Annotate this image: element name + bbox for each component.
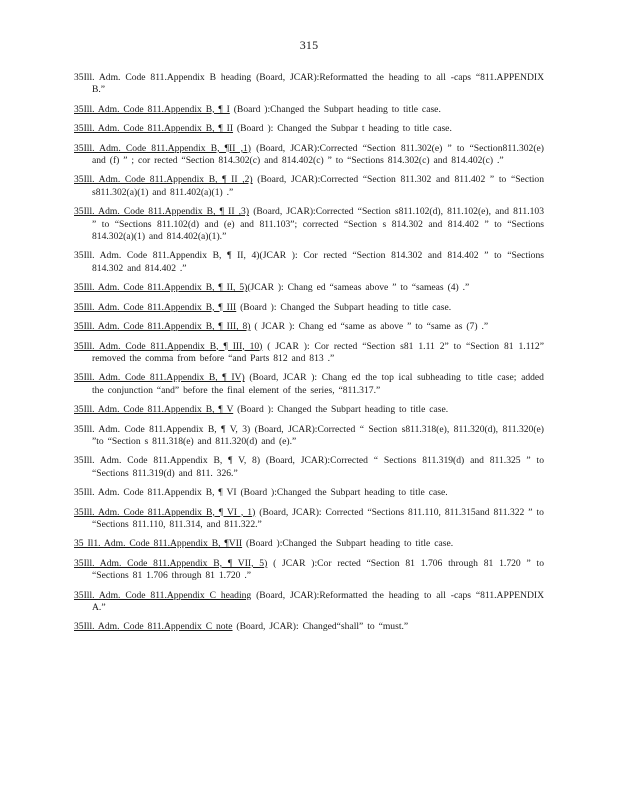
entry-citation: 35Ill. Adm. Code 811.Appendix B, ¶ V, 3) [74,423,251,435]
amendment-entry [74,72,544,97]
entry-text: ( JCAR ):Cor rected “Section 81 1.706 through 81 1.720 ” to “Sections 81 1.706 through 81 1.720 .” [92,557,545,582]
entry-citation: 35Ill. Adm. Code 811.Appendix B, ¶ VII, 5) [74,557,268,569]
entry-citation: 35Ill. Adm. Code 811.Appendix B, ¶ III, 8) [74,321,251,333]
entry-citation: 35Ill. Adm. Code 811.Appendix B heading [74,72,252,83]
entry-citation: 35Ill. Adm. Code 811.Appendix B, ¶ II, 5) [74,282,248,294]
entry-text: (Board, JCAR):Corrected “Section 811.302(e) ” to “Section811.302(e) and (f) ” ; cor rected “Section 814.302(c) and 814.402(c) ” to “Sections 814.302(c) and 814.402(c) .” [92,142,544,167]
entry-text: (Board, JCAR):Reformatted the heading to all -caps “811.APPENDIX A.” [92,589,544,613]
page-number: 315 [299,38,319,52]
entry-text: (Board ):Changed the Subpart heading to title case. [236,487,448,499]
amendment-entry [74,621,544,633]
entry-text: (Board ): Changed the Subpart heading to title case. [233,404,449,416]
amendment-entry [74,123,544,135]
amendment-list [74,72,544,641]
amendment-entry [74,590,544,615]
entry-citation: 35Ill. Adm. Code 811.Appendix B, ¶ II ,3) [74,206,250,218]
entry-text: (Board, JCAR): Changed“shall” to “must.” [232,621,409,633]
entry-citation: 35Ill. Adm. Code 811.Appendix C heading [74,589,252,601]
entry-text: ( JCAR ): Chang ed “same as above ” to “same as (7) .” [250,321,489,333]
entry-text: (Board, JCAR):Reformatted the heading to all -caps “811.APPENDIX B.” [92,72,544,96]
entry-text: (JCAR ): Cor rected “Section 814.302 and 814.402 ” to “Sections 814.302 and 814.402 .” [92,250,544,274]
entry-citation: 35Ill. Adm. Code 811.Appendix B, ¶ I [74,103,230,115]
entry-text: (Board ):Changed the Subpart heading to title case. [229,103,441,115]
entry-citation: 35Ill. Adm. Code 811.Appendix B, ¶ II ,2) [74,174,253,186]
amendment-entry [74,206,544,243]
entry-citation: 35Ill. Adm. Code 811.Appendix B, ¶ VI , 1) [74,506,256,518]
amendment-entry [74,174,544,199]
entry-citation: 35Ill. Adm. Code 811.Appendix B, ¶ V [74,404,234,416]
entry-text: (Board ): Changed the Subpar t heading to title case. [233,123,452,135]
entry-citation: 35Ill. Adm. Code 811.Appendix B, ¶ V, 8) [74,455,261,467]
entry-text: (Board, JCAR):Corrected “ Section s811.318(e), 811.320(d), 811.320(e) ”to “Section s 811.318(e) and 811.320(d) and (e).” [92,423,544,447]
amendment-entry [74,538,544,550]
entry-citation: 35Ill. Adm. Code 811.Appendix B, ¶ VI [74,487,237,499]
amendment-entry [74,487,544,499]
entry-citation: 35 Il1. Adm. Code 811.Appendix B, ¶VII [74,538,243,550]
entry-text: (Board, JCAR):Corrected “ Sections 811.319(d) and 811.325 ” to “Sections 811.319(d) and 811. 326.” [92,455,544,479]
amendment-entry [74,341,544,366]
entry-citation: 35Ill. Adm. Code 811.Appendix B, ¶ II [74,123,234,135]
entry-text: (Board, JCAR):Corrected “Section 811.302 and 811.402 ” to “Section s811.302(a)(1) and 811.402(a)(1) .” [92,174,545,198]
amendment-entry [74,282,544,294]
entry-text: (JCAR ): Chang ed “sameas above ” to “sameas (4) .” [247,282,470,294]
entry-citation: 35Ill. Adm. Code 811.Appendix B, ¶ III, 10) [74,340,263,352]
entry-text: (Board, JCAR):Corrected “Section s811.102(d), 811.102(e), and 811.103 ” to “Sections 811.102(d) and (e) and 811.103”; corrected “Section s 814.302 and 814.402 ” to “Sections 814.302(a)(1) and 814.402(a)(1).” [92,206,544,243]
amendment-entry [74,321,544,333]
entry-citation: 35Ill. Adm. Code 811.Appendix C note [74,621,233,633]
entry-text: (Board, JCAR): Corrected “Sections 811.110, 811.315and 811.322 ” to “Sections 811.110, 811.314, and 811.322.” [92,506,544,530]
amendment-entry [74,424,544,449]
entry-text: (Board ):Changed the Subpart heading to title case. [242,538,454,550]
amendment-entry [74,507,544,532]
entry-text: ( JCAR ): Cor rected “Section s81 1.11 2” to “Section 81 1.112” removed the comma from before “and Parts 812 and 813 .” [92,340,544,364]
amendment-entry [74,404,544,416]
amendment-entry [74,104,544,116]
entry-citation: 35Ill. Adm. Code 811.Appendix B, ¶ IV) [74,372,245,384]
entry-citation: 35Ill. Adm. Code 811.Appendix B, ¶II ,1) [74,142,251,154]
entry-citation: 35Ill. Adm. Code 811.Appendix B, ¶ II, 4) [74,250,260,262]
amendment-entry [74,250,544,275]
entry-text: (Board, JCAR ): Chang ed the top ical subheading to title case; added the conjunction “and” before the final element of the series, “811.317.” [92,372,544,396]
amendment-entry [74,558,544,583]
entry-citation: 35Ill. Adm. Code 811.Appendix B, ¶ III [74,301,237,313]
amendment-entry [74,372,544,397]
amendment-entry [74,143,544,168]
amendment-entry [74,455,544,480]
entry-text: (Board ): Changed the Subpart heading to title case. [236,301,452,313]
amendment-entry [74,302,544,314]
